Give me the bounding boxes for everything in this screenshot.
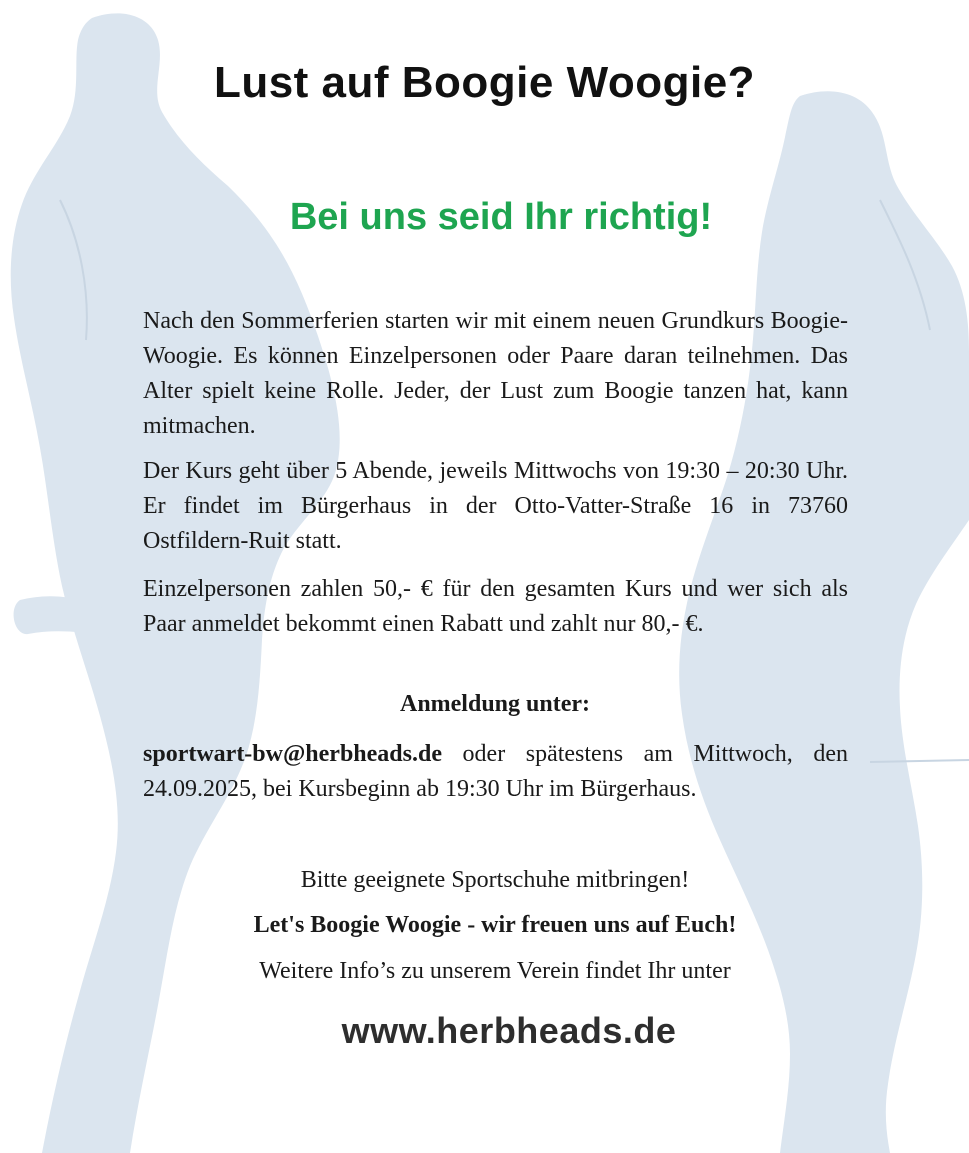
registration-email-link[interactable]: sportwart-bw@herbheads.de: [143, 741, 442, 767]
flyer-title: Lust auf Boogie Woogie?: [213, 58, 756, 107]
schedule-paragraph: Der Kurs geht über 5 Abende, jeweils Mittwochs von 19:30 – 20:30 Uhr. Er findet im Bürgerhaus in der Otto-Vatter-Straße 16 in 73760 Ostfildern-Ruit statt.: [143, 458, 848, 554]
registration-details: oder spätestens am Mittwoch, den 24.09.2025, bei Kursbeginn ab 19:30 Uhr im Bürgerhaus.: [143, 741, 848, 802]
info-line: Weitere Info’s zu unserem Verein findet Ihr unter: [259, 958, 731, 984]
registration-paragraph: [143, 737, 848, 807]
flyer-subtitle: Bei uns seid Ihr richtig!: [289, 196, 713, 238]
website-link[interactable]: www.herbheads.de: [341, 1010, 677, 1051]
course-paragraph: Nach den Sommerferien starten wir mit einem neuen Grundkurs Boogie-Woogie. Es können Einzelpersonen oder Paare daran teilnehmen. Das Alter spielt keine Rolle. Jeder, der Lust zum Boogie tanzen hat, kann mitmachen.: [143, 308, 848, 439]
motto-line: Let's Boogie Woogie - wir freuen uns auf Euch!: [253, 912, 737, 938]
price-paragraph: Einzelpersonen zahlen 50,- € für den gesamten Kurs und wer sich als Paar anmeldet bekommt einen Rabatt und zahlt nur 80,- €.: [143, 576, 848, 637]
registration-heading: Anmeldung unter:: [399, 691, 591, 717]
shoes-note: Bitte geeignete Sportschuhe mitbringen!: [300, 867, 690, 893]
